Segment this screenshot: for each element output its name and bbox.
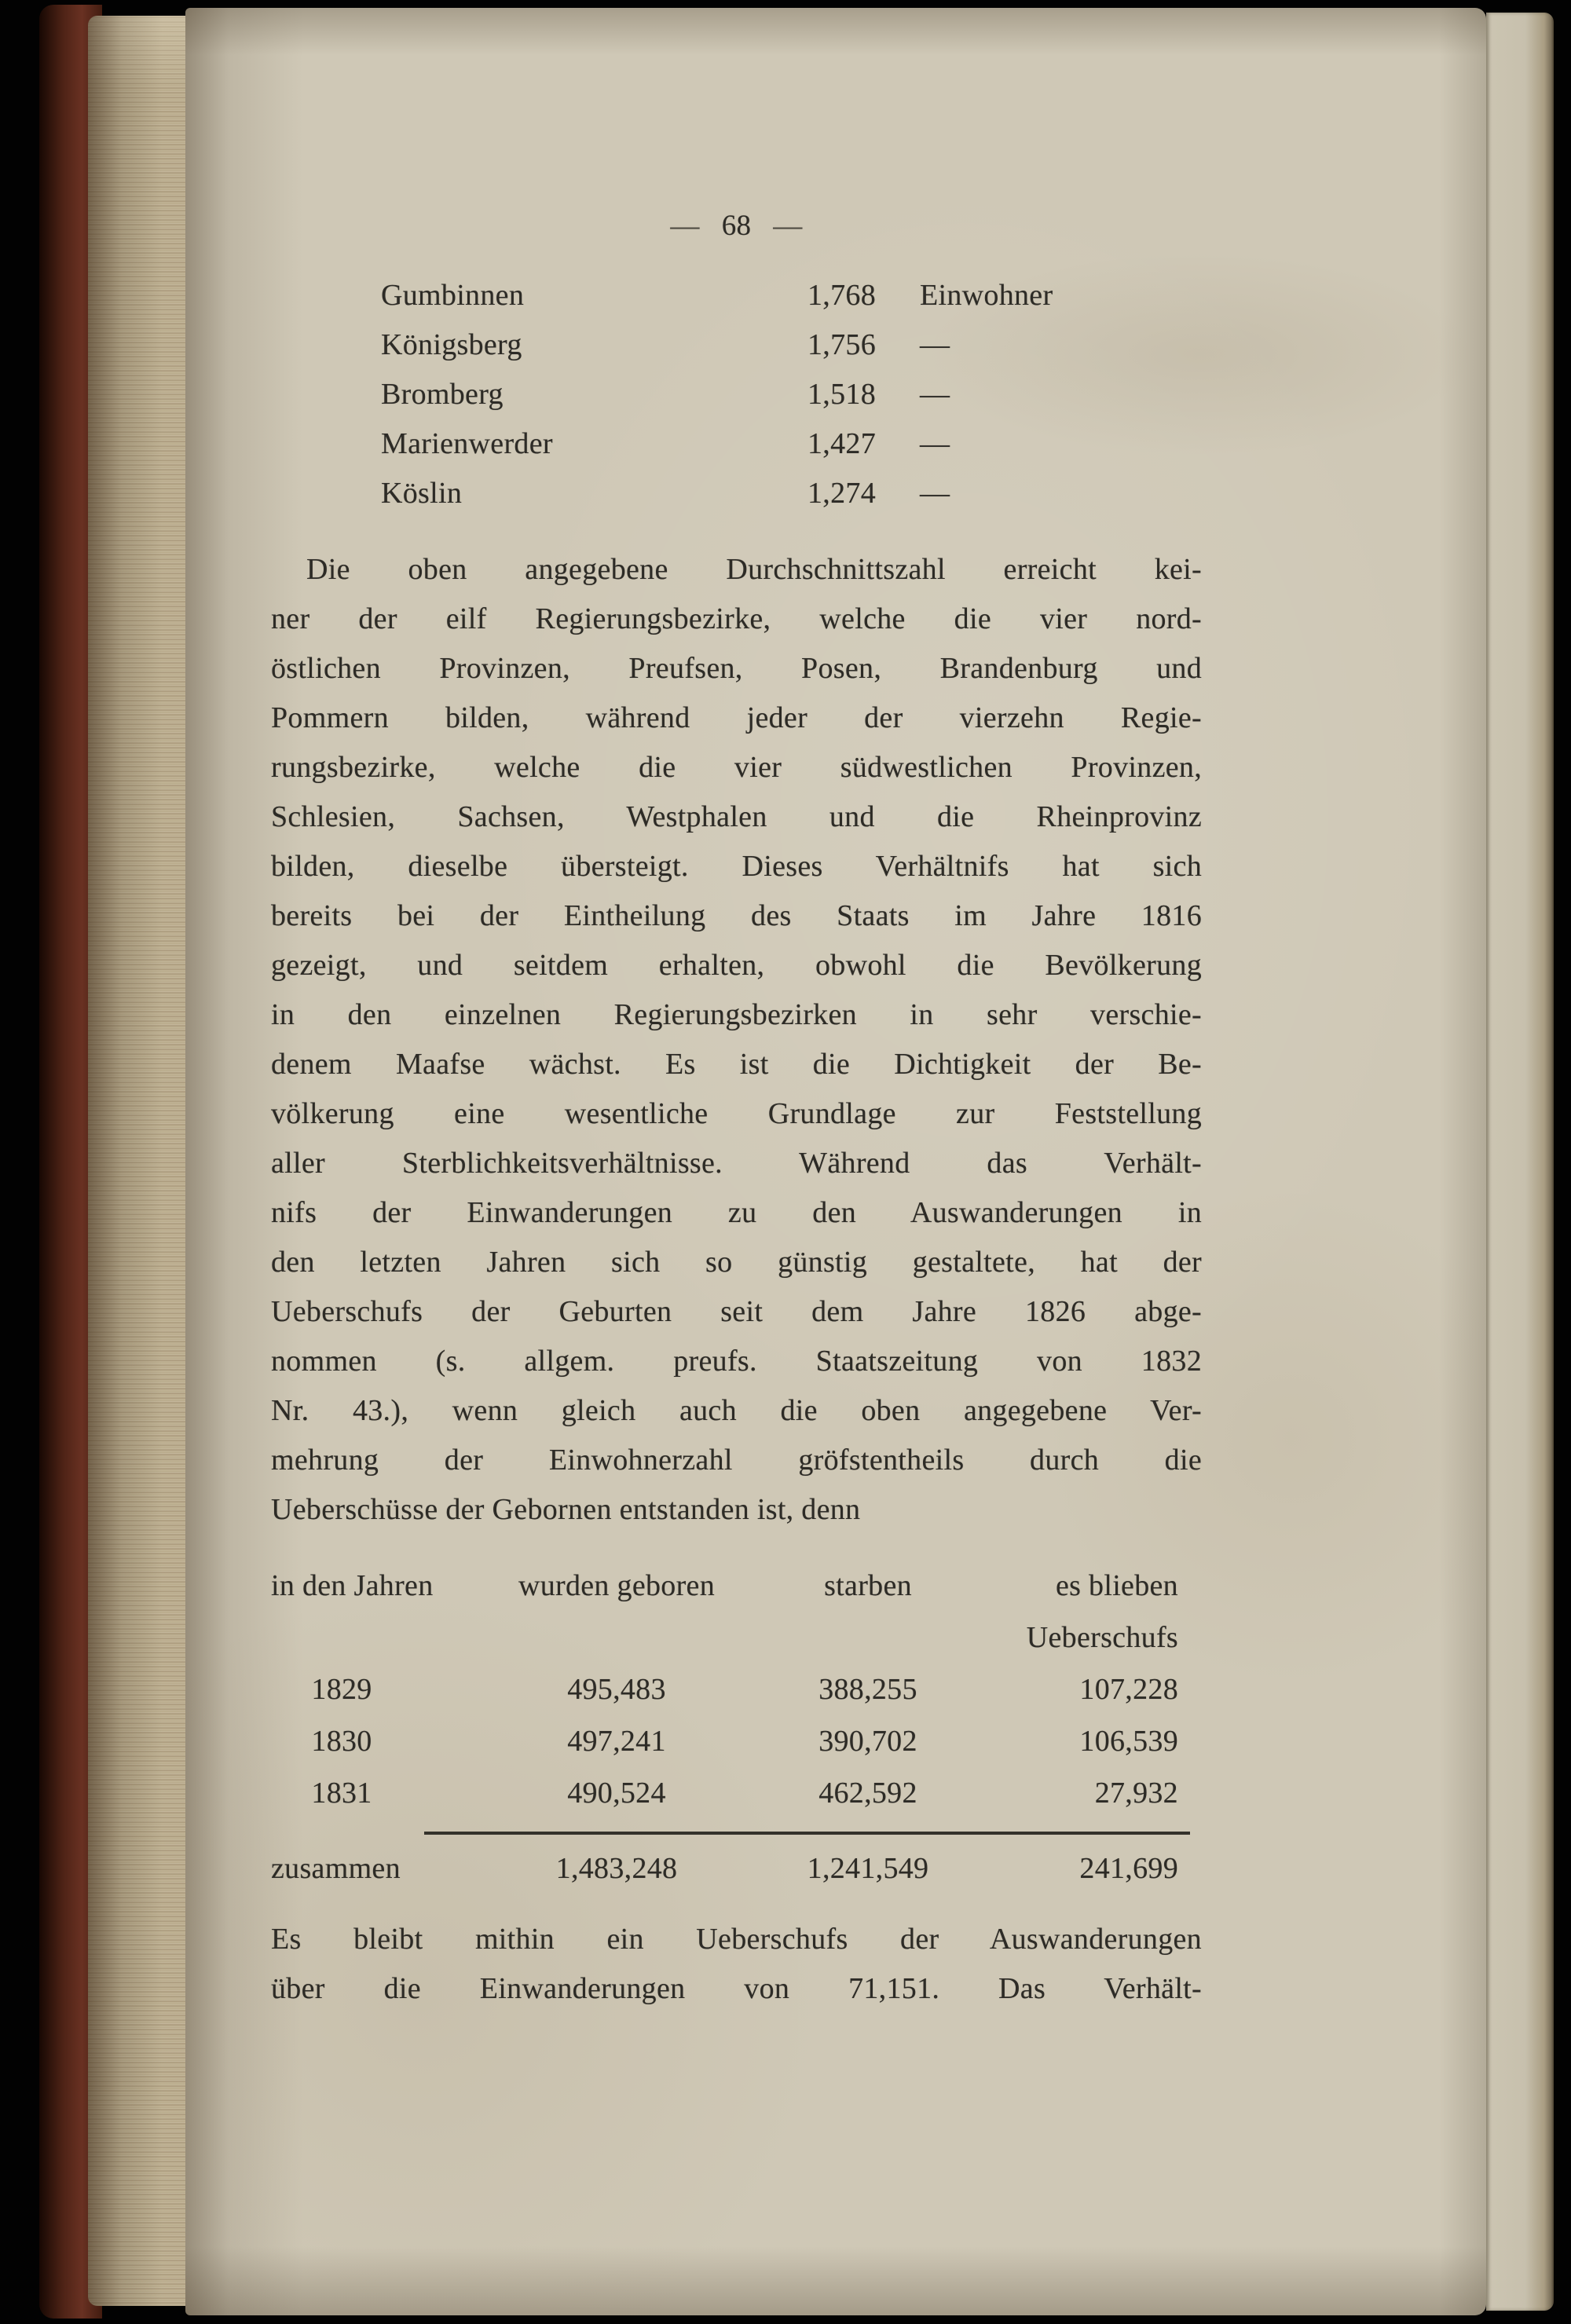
printed-text-block xyxy=(271,0,1202,2014)
paragraph-line: aller Sterblichkeitsverhältnisse. Während das Verhält- xyxy=(271,1147,1202,1180)
total-born: 1,483,248 xyxy=(555,1852,678,1885)
city-value: 1,518 xyxy=(807,378,876,411)
city-name: Köslin xyxy=(381,477,463,510)
paragraph-line: nifs der Einwanderungen zu den Auswanderungen in xyxy=(271,1196,1202,1229)
column-subheader: Ueberschufs xyxy=(1026,1621,1178,1654)
paragraph-line: Die oben angegebene Durchschnittszahl erreicht kei- xyxy=(306,553,1202,586)
city-name: Königsberg xyxy=(381,328,522,361)
column-header: in den Jahren xyxy=(271,1569,434,1602)
city-unit: — xyxy=(920,427,950,460)
paragraph-line: mehrung der Einwohnerzahl gröfstentheils durch die xyxy=(271,1444,1202,1477)
city-value: 1,427 xyxy=(807,427,876,460)
column-header: starben xyxy=(824,1569,912,1602)
cell-year: 1830 xyxy=(311,1725,372,1758)
body-paragraph xyxy=(271,545,1202,1535)
list-item xyxy=(381,469,1202,518)
table-row xyxy=(271,1715,1202,1767)
page-number: 68 xyxy=(721,210,752,242)
paragraph-line: ner der eilf Regierungsbezirke, welche die vier nord- xyxy=(271,602,1202,635)
list-item xyxy=(381,370,1202,419)
page-header xyxy=(271,201,1202,251)
paragraph-line: östlichen Provinzen, Preufsen, Posen, Brandenburg und xyxy=(271,652,1202,685)
table-row xyxy=(271,1767,1202,1819)
city-name: Marienwerder xyxy=(381,427,553,460)
paragraph-line: völkerung eine wesentliche Grundlage zur Feststellung xyxy=(271,1097,1202,1130)
column-header: wurden geboren xyxy=(518,1569,716,1602)
city-unit: — xyxy=(920,477,950,510)
table-total-row xyxy=(271,1843,1202,1894)
list-item xyxy=(381,419,1202,469)
city-unit: — xyxy=(920,378,950,411)
paragraph-line: denem Maafse wächst. Es ist die Dichtigkeit der Be- xyxy=(271,1048,1202,1081)
paragraph-line: in den einzelnen Regierungsbezirken in sehr verschie- xyxy=(271,998,1202,1031)
paragraph-line: bereits bei der Eintheilung des Staats im Jahre 1816 xyxy=(271,899,1202,932)
column-header: es blieben xyxy=(1055,1569,1178,1602)
paragraph-line: Pommern bilden, während jeder der vierzehn Regie- xyxy=(271,701,1202,734)
cell-died: 388,255 xyxy=(818,1673,917,1706)
paragraph-line: über die Einwanderungen von 71,151. Das Verhält- xyxy=(271,1972,1202,2005)
cell-died: 390,702 xyxy=(818,1725,917,1758)
statistics-table xyxy=(271,1560,1202,1894)
cell-year: 1829 xyxy=(311,1673,372,1706)
cell-born: 490,524 xyxy=(567,1777,666,1810)
city-value: 1,768 xyxy=(807,279,876,312)
city-population-list xyxy=(271,271,1202,518)
table-sum-rule xyxy=(424,1832,1190,1835)
cell-born: 495,483 xyxy=(567,1673,666,1706)
paragraph-line: Ueberschufs der Geburten seit dem Jahre 1826 abge- xyxy=(271,1295,1202,1328)
closing-paragraph xyxy=(271,1915,1202,2014)
cell-died: 462,592 xyxy=(818,1777,917,1810)
paragraph-line: Ueberschüsse der Gebornen entstanden ist, denn xyxy=(271,1493,861,1526)
total-surplus: 241,699 xyxy=(1079,1852,1178,1885)
paragraph-line: Nr. 43.), wenn gleich auch die oben angegebene Ver- xyxy=(271,1394,1202,1427)
city-name: Gumbinnen xyxy=(381,279,525,312)
cell-surplus: 27,932 xyxy=(1094,1777,1178,1810)
paragraph-line: gezeigt, und seitdem erhalten, obwohl die Bevölkerung xyxy=(271,949,1202,982)
city-name: Bromberg xyxy=(381,378,504,411)
paragraph-line: rungsbezirke, welche die vier südwestlichen Provinzen, xyxy=(271,751,1202,784)
city-value: 1,756 xyxy=(807,328,876,361)
total-label: zusammen xyxy=(271,1852,401,1885)
cell-year: 1831 xyxy=(311,1777,372,1810)
table-header-row xyxy=(271,1560,1202,1612)
cell-surplus: 106,539 xyxy=(1079,1725,1178,1758)
cell-surplus: 107,228 xyxy=(1079,1673,1178,1706)
next-page-edge xyxy=(1486,13,1554,2311)
cell-born: 497,241 xyxy=(567,1725,666,1758)
page-number-left-dash: — xyxy=(670,210,700,242)
table-row xyxy=(271,1663,1202,1715)
page-edges xyxy=(88,16,187,2306)
paragraph-line: bilden, dieselbe übersteigt. Dieses Verhältnifs hat sich xyxy=(271,850,1202,883)
city-value: 1,274 xyxy=(807,477,876,510)
city-unit: — xyxy=(920,328,950,361)
table-subheader-row xyxy=(271,1612,1202,1663)
city-unit: Einwohner xyxy=(920,279,1053,312)
page-number-right-dash: — xyxy=(773,210,803,242)
paragraph-line: den letzten Jahren sich so günstig gestaltete, hat der xyxy=(271,1246,1202,1279)
total-died: 1,241,549 xyxy=(807,1852,929,1885)
list-item xyxy=(381,271,1202,320)
paragraph-line: Schlesien, Sachsen, Westphalen und die Rheinprovinz xyxy=(271,800,1202,833)
list-item xyxy=(381,320,1202,370)
paragraph-line: Es bleibt mithin ein Ueberschufs der Auswanderungen xyxy=(271,1923,1202,1956)
paragraph-line: nommen (s. allgem. preufs. Staatszeitung von 1832 xyxy=(271,1345,1202,1378)
